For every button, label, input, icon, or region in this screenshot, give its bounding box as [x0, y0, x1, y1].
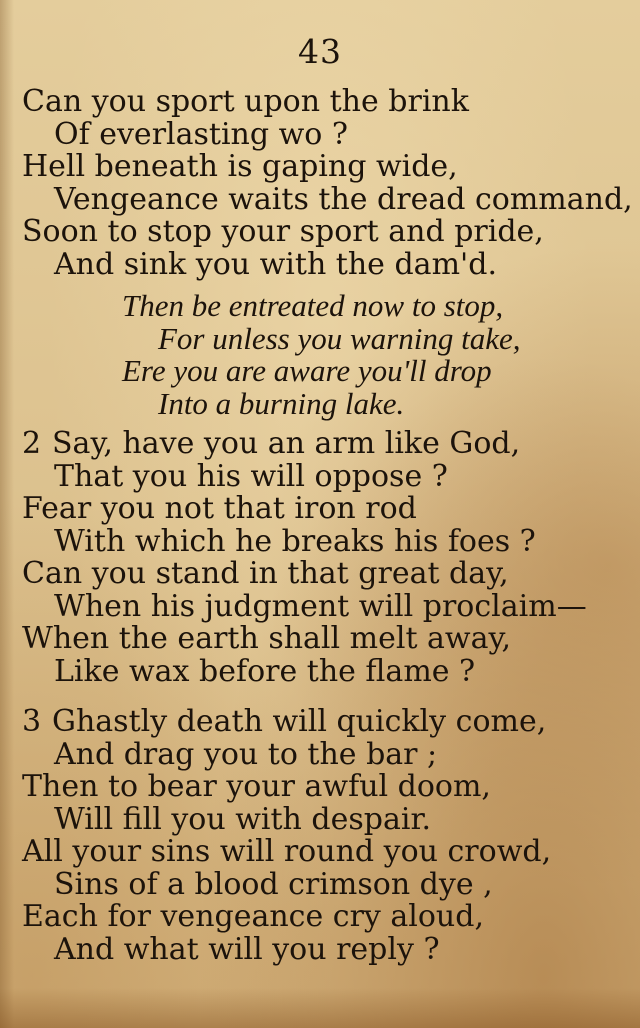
- stanza-2-line-3: Fear you not that iron rod: [22, 491, 417, 526]
- stanza-1-line-1: Can you sport upon the brink: [22, 84, 469, 119]
- stanza-3: [22, 706, 551, 966]
- chorus: [122, 290, 521, 420]
- page-number: 43: [298, 32, 342, 71]
- chorus-line-1: Then be entreated now to stop,: [122, 288, 504, 323]
- page-edge-shadow: [0, 0, 14, 1028]
- chorus-line-3: Ere you are aware you'll drop: [122, 353, 492, 388]
- stanza-2-line-5: Can you stand in that great day,: [22, 556, 509, 591]
- stanza-1: [22, 86, 633, 281]
- stanza-1-line-2: Of everlasting wo ?: [54, 116, 348, 152]
- stanza-1-line-5: Soon to stop your sport and pride,: [22, 214, 544, 249]
- page-bottom-stain: [0, 988, 640, 1028]
- stanza-1-line-4: Vengeance waits the dread command,: [54, 181, 633, 217]
- chorus-line-4: Into a burning lake.: [158, 385, 405, 421]
- chorus-line-2: For unless you warning take,: [158, 320, 521, 356]
- stanza-2-line-6: When his judgment will proclaim—: [54, 588, 587, 624]
- stanza-3-line-3: Then to bear your awful doom,: [22, 769, 491, 804]
- stanza-3-line-1-text: Ghastly death will quickly come,: [52, 704, 547, 739]
- stanza-2: [22, 428, 587, 688]
- stanza-3-line-8: And what will you reply ?: [54, 931, 440, 967]
- stanza-2-line-1: [22, 428, 587, 461]
- stanza-3-number: 3: [22, 704, 42, 739]
- stanza-3-line-5: All your sins will round you crowd,: [22, 834, 552, 869]
- stanza-2-number: 2: [22, 426, 42, 461]
- stanza-2-line-1-text: Say, have you an arm like God,: [52, 426, 521, 461]
- stanza-2-line-4: With which he breaks his foes ?: [54, 523, 536, 559]
- stanza-3-line-1: [22, 706, 551, 739]
- stanza-1-line-6: And sink you with the dam'd.: [54, 246, 497, 282]
- stanza-3-line-2: And drag you to the bar ;: [54, 736, 438, 772]
- stanza-3-line-7: Each for vengeance cry aloud,: [22, 899, 484, 934]
- stanza-3-line-4: Will fill you with despair.: [54, 801, 432, 837]
- stanza-3-line-6: Sins of a blood crimson dye ,: [54, 866, 493, 902]
- stanza-2-line-7: When the earth shall melt away,: [22, 621, 511, 656]
- stanza-2-line-2: That you his will oppose ?: [54, 458, 448, 494]
- stanza-2-line-8: Like wax before the flame ?: [54, 653, 476, 689]
- stanza-1-line-3: Hell beneath is gaping wide,: [22, 149, 458, 184]
